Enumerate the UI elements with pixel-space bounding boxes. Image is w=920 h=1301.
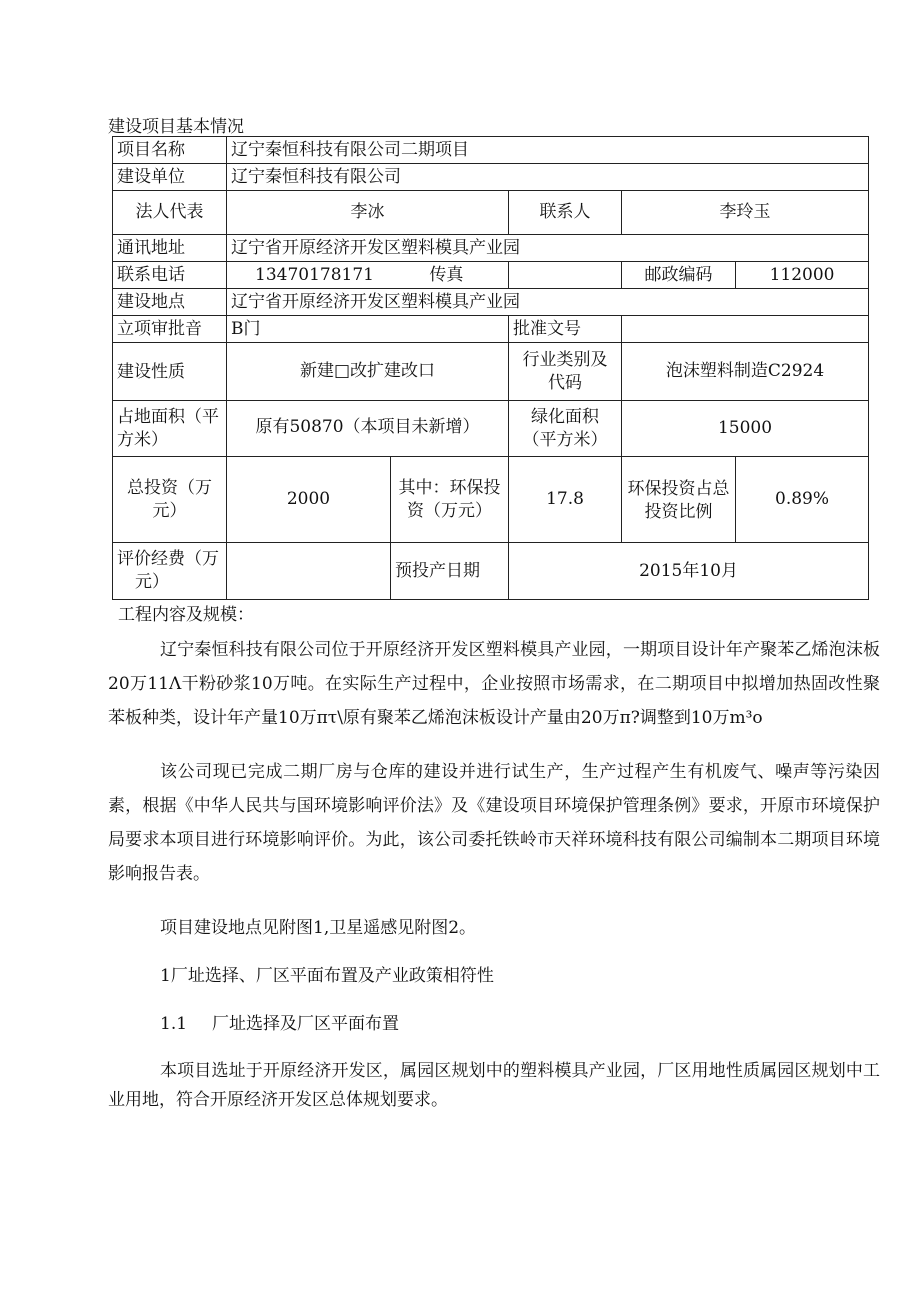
eval-fee-value bbox=[227, 543, 391, 600]
env-invest-value: 17.8 bbox=[509, 457, 622, 543]
document-body bbox=[108, 600, 880, 1115]
table-row bbox=[113, 191, 869, 235]
paragraph: 本项目选址于开原经济开发区，属园区规划中的塑料模具产业园，厂区用地性质属园区规划中工业用地，符合开原经济开发区总体规划要求。 bbox=[108, 1061, 880, 1110]
prod-date-label: 预投产日期 bbox=[391, 543, 509, 600]
project-name-label: 项目名称 bbox=[113, 137, 227, 164]
address-label: 通讯地址 bbox=[113, 235, 227, 262]
builder-label: 建设单位 bbox=[113, 164, 227, 191]
table-row bbox=[113, 289, 869, 316]
industry-label bbox=[509, 343, 622, 401]
green-label bbox=[509, 401, 622, 457]
project-name-value: 辽宁秦恒科技有限公司二期项目 bbox=[227, 137, 869, 164]
nature-label: 建设性质 bbox=[113, 343, 227, 401]
prod-date-value: 2015年10月 bbox=[509, 543, 869, 600]
land-value: 原有50870（本项目未新增） bbox=[227, 401, 509, 457]
paragraph: 辽宁秦恒科技有限公司位于开原经济开发区塑料模具产业园，一期项目设计年产聚苯乙烯泡沫板20万11Λ干粉砂浆10万吨。在实际生产过程中，企业按照市场需求，在二期项目中拟增加热固改性聚苯板种类，设计年产量10万πτ\原有聚苯乙烯泡沫板设计产量由20万π?调整到10万m³o bbox=[108, 640, 880, 728]
approval-no-label: 批准文号 bbox=[509, 316, 622, 343]
site-label: 建设地点 bbox=[113, 289, 227, 316]
table-row bbox=[113, 543, 869, 600]
contact-value: 李玲玉 bbox=[622, 191, 869, 235]
env-ratio-value: 0.89% bbox=[736, 457, 869, 543]
approval-dept-label: 立项审批音 bbox=[113, 316, 227, 343]
table-row bbox=[113, 316, 869, 343]
site-value: 辽宁省开原经济开发区塑料模具产业园 bbox=[227, 289, 869, 316]
phone-value: 13470178171 bbox=[255, 264, 374, 285]
invest-label-line2: 元） bbox=[152, 500, 187, 521]
env-invest-label-line1: 其中：环保投 bbox=[398, 477, 501, 498]
figure-reference: 项目建设地点见附图1,卫星遥感见附图2。 bbox=[160, 918, 477, 938]
fax-value bbox=[509, 262, 622, 289]
table-row bbox=[113, 137, 869, 164]
env-ratio-label-line1: 环保投资占总 bbox=[627, 478, 730, 499]
section-title: 工程内容及规模： bbox=[118, 605, 254, 625]
heading-text: 厂址选择及厂区平面布置 bbox=[212, 1014, 399, 1034]
paragraph: 该公司现已完成二期厂房与仓库的建设并进行试生产，生产过程产生有机废气、噪声等污染因素，根据《中华人民共与国环境影响评价法》及《建设项目环境保护管理条例》要求，开原市环境保护局要求本项目进行环境影响评价。为此，该公司委托铁岭市天祥环境科技有限公司编制本二期项目环境影响报告表。 bbox=[108, 762, 880, 884]
legal-rep-value: 李冰 bbox=[227, 191, 509, 235]
industry-value: 泡沫塑料制造C2924 bbox=[622, 343, 869, 401]
nature-value: 新建□改扩建改口 bbox=[227, 343, 509, 401]
env-invest-label bbox=[391, 457, 509, 543]
industry-label-line1: 行业类别及 bbox=[522, 349, 608, 370]
eval-fee-label-line2: 元） bbox=[135, 572, 169, 592]
industry-label-line2: 代码 bbox=[548, 372, 582, 393]
builder-value: 辽宁秦恒科技有限公司 bbox=[227, 164, 869, 191]
table-row bbox=[113, 164, 869, 191]
heading-level1: 1厂址选择、厂区平面布置及产业政策相符性 bbox=[160, 966, 494, 986]
green-value: 15000 bbox=[622, 401, 869, 457]
postcode-label: 邮政编码 bbox=[622, 262, 736, 289]
land-label bbox=[113, 401, 227, 457]
table-row bbox=[113, 343, 869, 401]
phone-label: 联系电话 bbox=[113, 262, 227, 289]
approval-dept-value: B门 bbox=[227, 316, 509, 343]
table-row bbox=[113, 262, 869, 289]
land-label-line1: 占地面积（平 bbox=[117, 406, 219, 427]
env-ratio-label bbox=[622, 457, 736, 543]
green-label-line1: 绿化面积 bbox=[531, 406, 599, 427]
address-value: 辽宁省开原经济开发区塑料模具产业园 bbox=[227, 235, 869, 262]
heading-number: 1.1 bbox=[160, 1014, 188, 1034]
postcode-value: 112000 bbox=[736, 262, 869, 289]
invest-value: 2000 bbox=[227, 457, 391, 543]
land-label-line2: 方米） bbox=[117, 429, 168, 450]
eval-fee-label bbox=[113, 543, 227, 600]
invest-label bbox=[113, 457, 227, 543]
fax-label: 传真 bbox=[429, 264, 464, 285]
heading-level2 bbox=[160, 1007, 880, 1041]
contact-label: 联系人 bbox=[509, 191, 622, 235]
basic-info-table bbox=[112, 136, 869, 600]
table-row bbox=[113, 457, 869, 543]
table-row bbox=[113, 401, 869, 457]
table-row bbox=[113, 235, 869, 262]
legal-rep-label: 法人代表 bbox=[113, 191, 227, 235]
env-ratio-label-line2: 投资比例 bbox=[644, 501, 713, 522]
approval-no-value bbox=[622, 316, 869, 343]
env-invest-label-line2: 资（万元） bbox=[407, 500, 492, 521]
green-label-line2: （平方米） bbox=[522, 429, 608, 450]
phone-and-fax bbox=[227, 262, 509, 289]
invest-label-line1: 总投资（万 bbox=[127, 477, 212, 498]
page-title: 建设项目基本情况 bbox=[108, 117, 244, 137]
eval-fee-label-line1: 评价经费（万 bbox=[117, 549, 219, 569]
